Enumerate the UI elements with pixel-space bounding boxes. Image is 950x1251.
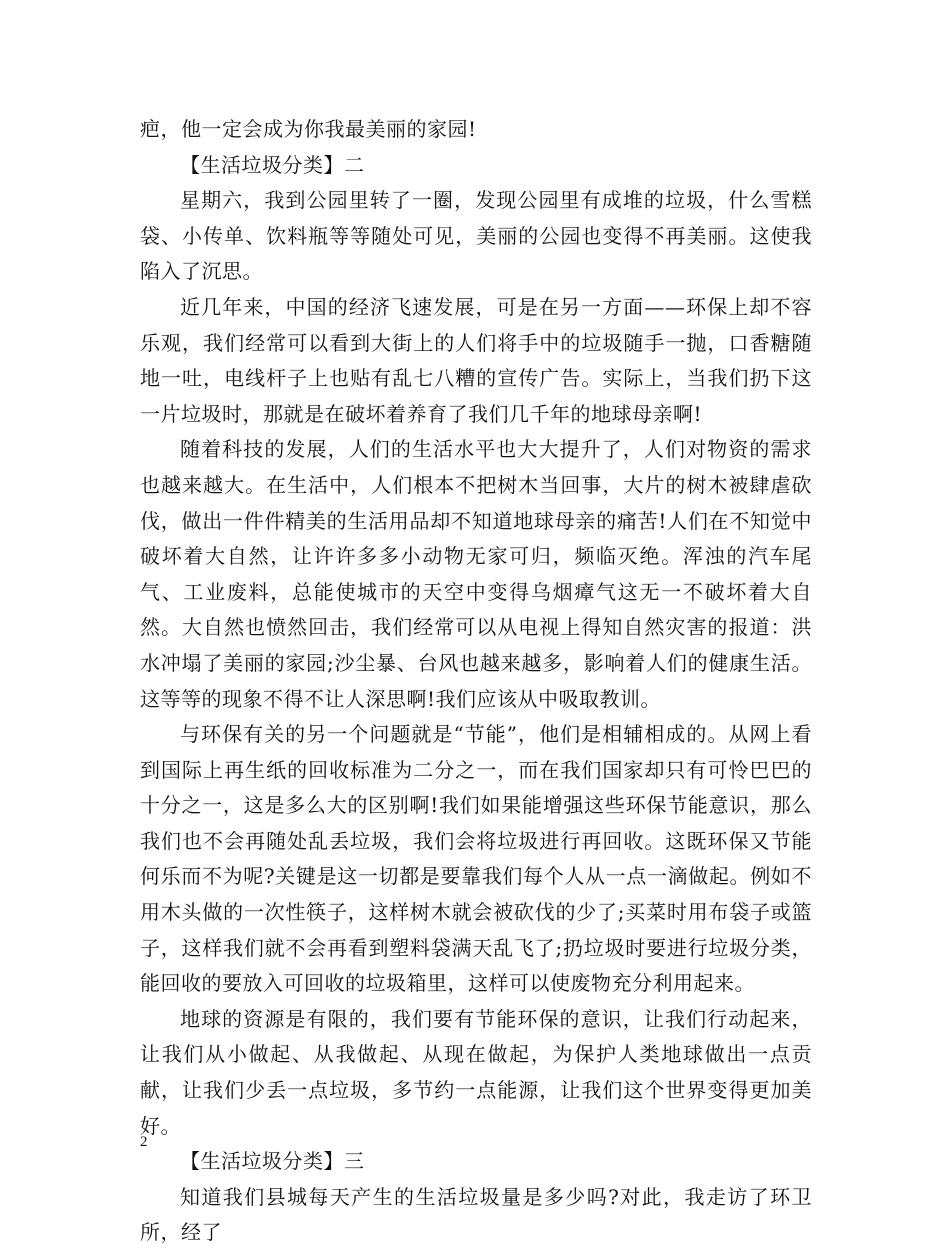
paragraph: 地球的资源是有限的，我们要有节能环保的意识，让我们行动起来，让我们从小做起、从我做起、从现在做起，为保护人类地球做出一点贡献，让我们少丢一点垃圾，多节约一点能源，让我们这个世界变得更加美好。 [140,1006,812,1138]
paragraph: 知道我们县城每天产生的生活垃圾量是多少吗?对此，我走访了环卫所，经了 [140,1184,812,1245]
paragraph: 与环保有关的另一个问题就是“节能”，他们是相辅相成的。从网上看到国际上再生纸的回收标准为二分之一，而在我们国家却只有可怜巴巴的十分之一，这是多么大的区别啊!我们如果能增强这些环保节能意识，那么我们也不会再随处乱丢垃圾，我们会将垃圾进行再回收。这既环保又节能何乐而不为呢?关键是这一切都是要靠我们每个人从一点一滴做起。例如不用木头做的一次性筷子，这样树木就会被砍伐的少了;买菜时用布袋子或篮子，这样我们就不会再看到塑料袋满天乱飞了;扔垃圾时要进行垃圾分类，能回收的要放入可回收的垃圾箱里，这样可以使废物充分利用起来。 [140,722,812,996]
page-number: 2 [140,1134,148,1150]
paragraph-continuation: 疤，他一定会成为你我最美丽的家园! [140,117,477,141]
document-body [140,112,812,1251]
paragraph: 随着科技的发展，人们的生活水平也大大提升了，人们对物资的需求也越来越大。在生活中，人们根本不把树木当回事，大片的树木被肆虐砍伐，做出一件件精美的生活用品却不知道地球母亲的痛苦!人们在不知觉中破坏着大自然，让许许多多小动物无家可归，频临灭绝。浑浊的汽车尾气、工业废料，总能使城市的天空中变得乌烟瘴气这无一不破坏着大自然。大自然也愤然回击，我们经常可以从电视上得知自然灾害的报道：洪水冲塌了美丽的家园;沙尘暴、台风也越来越多，影响着人们的健康生活。这等等的现象不得不让人深思啊!我们应该从中吸取教训。 [140,437,812,711]
paragraph: 星期六，我到公园里转了一圈，发现公园里有成堆的垃圾，什么雪糕袋、小传单、饮料瓶等等随处可见，美丽的公园也变得不再美丽。这使我陷入了沉思。 [140,188,812,284]
section-heading-2: 【生活垃圾分类】二 [180,152,365,177]
section-heading-3: 【生活垃圾分类】三 [180,1149,365,1174]
paragraph: 近几年来，中国的经济飞速发展，可是在另一方面——环保上却不容乐观，我们经常可以看到大街上的人们将手中的垃圾随手一抛，口香糖随地一吐，电线杆子上也贴有乱七八糟的宣传广告。实际上，当我们扔下这一片垃圾时，那就是在破坏着养育了我们几千年的地球母亲啊! [140,294,812,426]
